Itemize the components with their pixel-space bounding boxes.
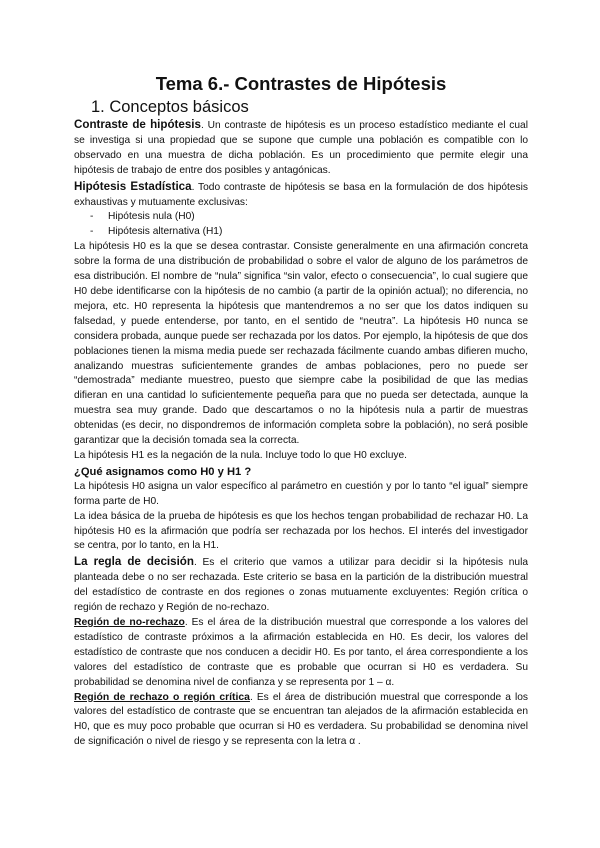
paragraph-text: . Es el área de la distribución muestral que corresponde a los valores del estadístico de contraste próximos a la afirmación establecida en H0. Es decir, los valores del estadístico de contraste que nos conducen a decidir H0. Es por tanto, el área correspondiente a los valores del estadístico de contraste que es probable que ocurran si H0 es verdadera. Su probabilidad se denomina nivel de confianza y se representa por 1 – α. [74,617,528,688]
paragraph-h0: La hipótesis H0 es la que se desea contrastar. Consiste generalmente en una afirmación concreta sobre la forma de una distribución de probabilidad o sobre el valor de alguno de los parámetros de esa distribución. El nombre de “nula” significa “sin valor, efecto o consecuencia”, lo cual sugiere que H0 debe identificarse con la hipótesis de no cambio (a partir de la opinión actual); no diferencia, no mejora, etc. H0 representa la hipótesis que mantendremos a no ser que los datos indiquen su falsedad, y puede entenderse, por tanto, en el sentido de “neutra”. La hipótesis H0 nunca se considera probada, aunque puede ser rechazada por los datos. Por ejemplo, la hipótesis de que dos poblaciones tienen la misma media puede ser rechazada fácilmente cuando ambas difieren mucho, analizando muestras suficientemente grandes de ambas poblaciones, pero no puede ser “demostrada” mediante muestreo, puesto que siempre cabe la posibilidad de que las medias difieran en una cantidad lo suficientemente pequeña para que no pueda ser detectada, aunque la muestra sea muy grande. Dado que descartamos o no la hipótesis nula a partir de muestras obtenidas (es decir, no dispondremos de información completa sobre la población), no será posible garantizar que la decisión tomada sea la correcta. [74,241,528,447]
page-title: Tema 6.- Contrastes de Hipótesis [155,73,447,94]
term-no-rechazo: Región de no-rechazo [74,617,185,628]
paragraph-text: . Todo contraste de hipótesis se basa en la formulación de dos hipótesis exhaustivas y mutuamente exclusivas: [74,181,528,208]
hypothesis-list [74,210,528,240]
paragraph-no-rechazo [74,616,528,691]
list-item: - Hipótesis alternativa (H1) [92,225,528,240]
term-region-critica: Región de rechazo o región crítica [74,691,250,703]
paragraph-h1: La hipótesis H1 es la negación de la nula. Incluye todo lo que H0 excluye. [74,449,408,461]
paragraph-hipotesis-estadistica [74,180,528,211]
paragraph-regla-decision [74,555,528,616]
paragraph-text: . Es el criterio que vamos a utilizar para decidir si la hipótesis nula planteada debe o no ser rechazada. Este criterio se basa en la partición de la distribución muestral del estadístico de contraste en dos regiones o zonas mutuamente excluyentes: Región crítica o región de rechazo y Región de no-rechazo. [74,557,528,614]
term-contraste: Contraste de hipótesis [74,118,201,131]
list-item: - Hipótesis nula (H0) [92,210,528,225]
document-page [74,72,528,750]
paragraph-asignacion: La hipótesis H0 asigna un valor específico al parámetro en cuestión y por lo tanto “el igual” siempre forma parte de H0. [74,480,528,507]
section-heading: 1. Conceptos básicos [91,98,249,116]
term-regla-decision: La regla de decisión [74,555,194,569]
term-hipotesis-estadistica: Hipótesis Estadística [74,179,192,193]
question-heading: ¿Qué asignamos como H0 y H1 ? [74,465,252,478]
paragraph-region-critica [74,691,528,751]
paragraph-idea-basica: La idea básica de la prueba de hipótesis es que los hechos tengan probabilidad de rechazar H0. La hipótesis H0 es la afirmación que podría ser rechazada por los hechos. El interés del investigador se centra, por lo tanto, en la H1. [74,510,528,552]
paragraph-text: . Es el área de distribución muestral que corresponde a los valores del estadístico de contraste que se encuentran tan alejados de la afirmación establecida en H0, que es muy poco probable que ocurran si H0 es verdadera. Su probabilidad se denomina nivel de significación o nivel de riesgo y se representa con la letra α . [74,691,528,748]
paragraph-contraste [74,118,528,179]
paragraph-text: . Un contraste de hipótesis es un proceso estadístico mediante el cual se investiga si una propiedad que se supone que cumple una población es compatible con lo observado en una muestra de dicha población. Es un procedimiento que permite elegir una hipótesis de trabajo de entre dos posibles y antagónicas. [74,120,528,176]
